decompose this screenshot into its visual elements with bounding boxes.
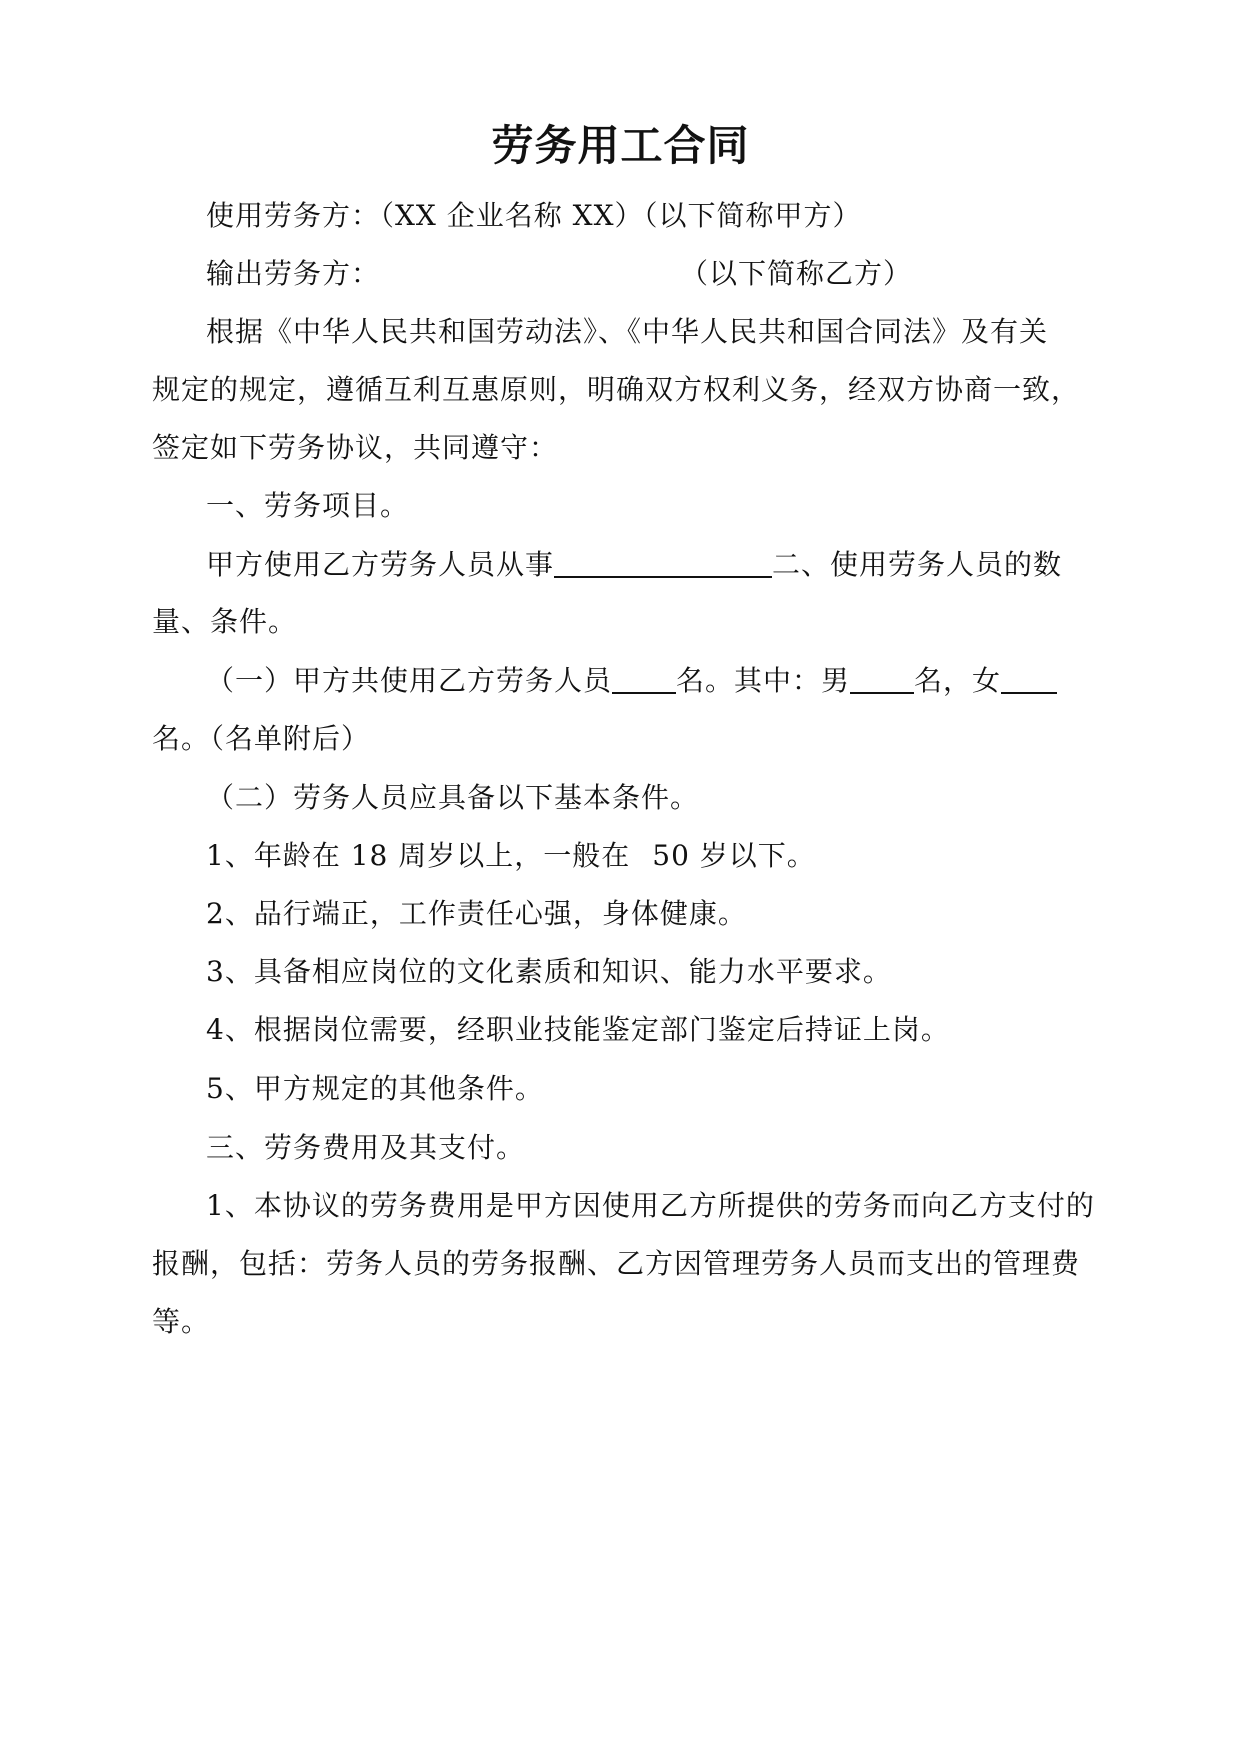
preamble-line-1: 根据《中华人民共和国劳动法》、《中华人民共和国合同法》及有关 (206, 315, 1049, 348)
condition-1-tail: 50 岁以下。 (652, 839, 816, 872)
worker-count-female: 名，女 (914, 664, 1002, 697)
document-title: 劳务用工合同 (491, 121, 750, 170)
conditions-heading: （二）劳务人员应具备以下基本条件。 (206, 781, 700, 814)
worker-count-lead: （一）甲方共使用乙方劳务人员 (206, 664, 613, 697)
section-1-heading: 一、劳务项目。 (206, 489, 410, 522)
condition-3: 3、具备相应岗位的文化素质和知识、能力水平要求。 (206, 955, 892, 988)
section-2-heading-end: 量、条件。 (152, 605, 298, 638)
worker-count-line (206, 661, 1057, 701)
party-b-label: 输出劳务方： (206, 257, 381, 290)
section-3-line-2: 报酬，包括：劳务人员的劳务报酬、乙方因管理劳务人员而支出的管理费 (152, 1247, 1081, 1280)
preamble-line-3: 签定如下劳务协议，共同遵守： (152, 431, 559, 464)
condition-5: 5、甲方规定的其他条件。 (206, 1072, 544, 1105)
section-3-line-3: 等。 (152, 1305, 211, 1338)
condition-1 (206, 836, 816, 876)
section-2-heading-start: 二、使用劳务人员的数 (772, 548, 1063, 581)
party-a-line: 使用劳务方：（XX 企业名称 XX）（以下简称甲方） (206, 199, 862, 232)
male-count-blank (850, 662, 914, 694)
worker-count-line-2: 名。（名单附后） (152, 722, 371, 755)
condition-2: 2、品行端正，工作责任心强，身体健康。 (206, 897, 747, 930)
work-item-blank (554, 546, 772, 578)
section-1-text-lead: 甲方使用乙方劳务人员从事 (206, 548, 555, 581)
condition-1-lead: 1、年龄在 18 周岁以上，一般在 (206, 839, 631, 872)
worker-count-male: 名。其中：男 (676, 664, 851, 697)
preamble-line-2: 规定的规定，遵循互利互惠原则，明确双方权利义务，经双方协商一致， (152, 373, 1081, 406)
section-3-heading: 三、劳务费用及其支付。 (206, 1131, 526, 1164)
female-count-blank (1001, 662, 1057, 694)
total-count-blank (612, 662, 676, 694)
section-1-text (206, 545, 1062, 585)
party-b-suffix: （以下简称乙方） (680, 257, 913, 290)
section-3-line-1: 1、本协议的劳务费用是甲方因使用乙方所提供的劳务而向乙方支付的 (206, 1189, 1095, 1222)
condition-4: 4、根据岗位需要，经职业技能鉴定部门鉴定后持证上岗。 (206, 1013, 950, 1046)
